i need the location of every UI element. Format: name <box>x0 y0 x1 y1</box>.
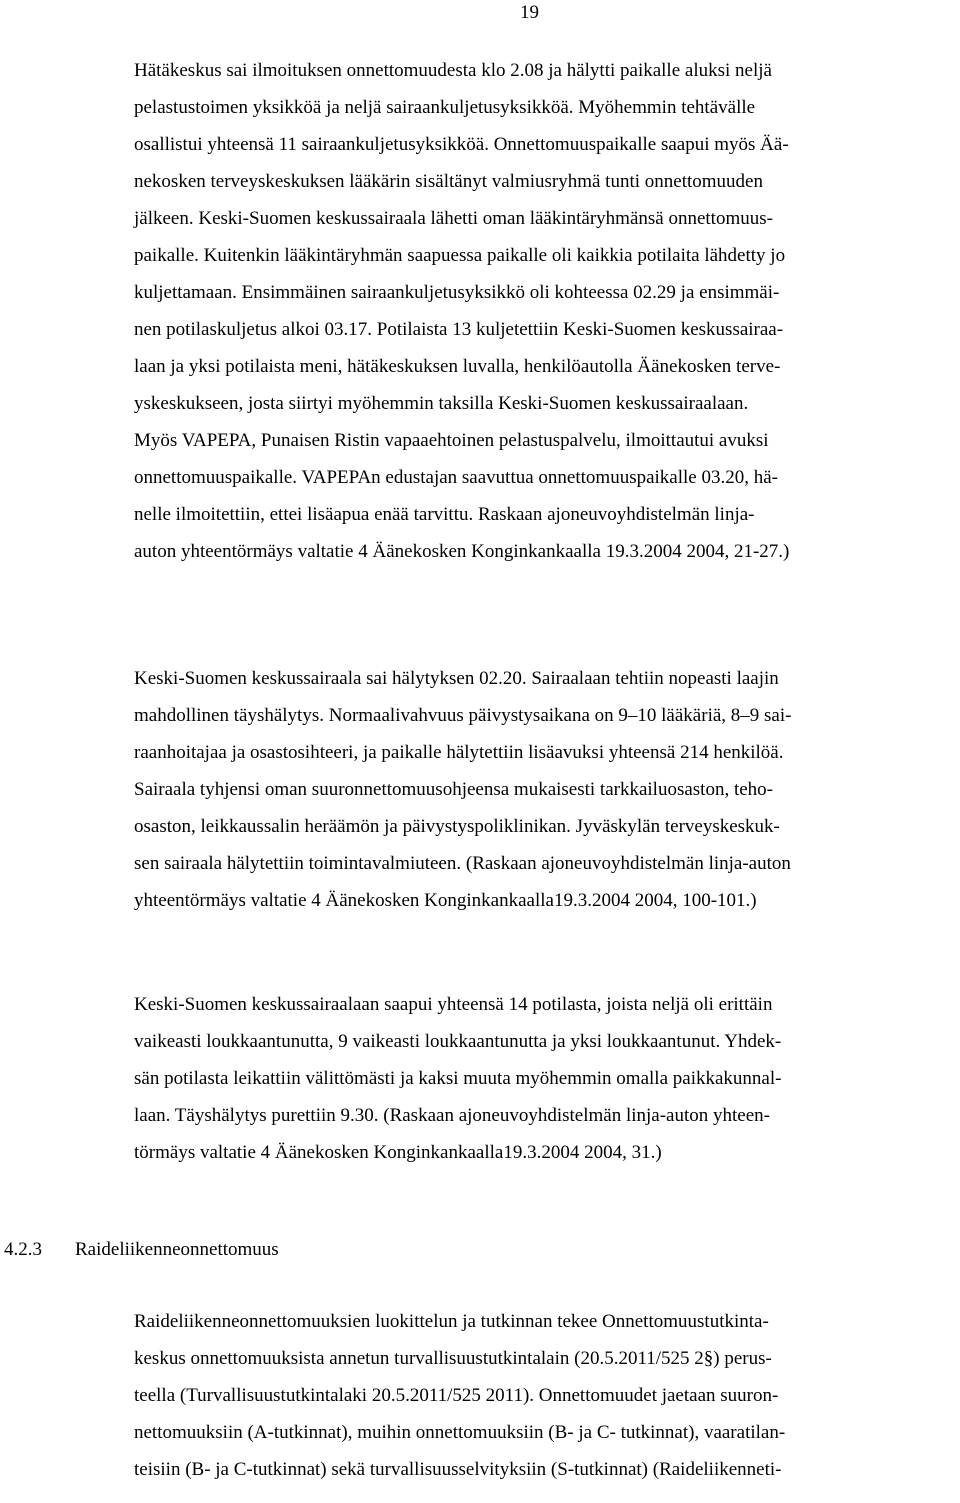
text-line: vaikeasti loukkaantunutta, 9 vaikeasti loukkaantunutta ja yksi loukkaantunut. Yhdek- <box>134 1031 782 1052</box>
text-line: onnettomuuspaikalle. VAPEPAn edustajan saavuttua onnettomuuspaikalle 03.20, hä- <box>134 467 778 488</box>
text-line: teella (Turvallisuustutkintalaki 20.5.2011/525 2011). Onnettomuudet jaetaan suuron- <box>134 1385 779 1406</box>
text-line: osallistui yhteensä 11 sairaankuljetusyksikköä. Onnettomuuspaikalle saapui myös Ää- <box>134 134 789 155</box>
text-line: Raideliikenneonnettomuuksien luokittelun ja tutkinnan tekee Onnettomuustutkinta- <box>134 1311 769 1332</box>
text-line: auton yhteentörmäys valtatie 4 Äänekosken Konginkankaalla 19.3.2004 2004, 21-27.) <box>134 541 790 562</box>
text-line: jälkeen. Keski-Suomen keskussairaala lähetti oman lääkintäryhmänsä onnettomuus- <box>134 208 773 229</box>
text-line: keskus onnettomuuksista annetun turvallisuustutkintalain (20.5.2011/525 2§) perus- <box>134 1348 772 1369</box>
page-number: 19 <box>520 2 539 23</box>
text-line: mahdollinen täyshälytys. Normaalivahvuus päivystysaikana on 9–10 lääkäriä, 8–9 sai- <box>134 705 792 726</box>
text-line: Sairaala tyhjensi oman suuronnettomuusohjeensa mukaisesti tarkkailuosaston, teho- <box>134 779 774 800</box>
text-line: Myös VAPEPA, Punaisen Ristin vapaaehtoinen pelastuspalvelu, ilmoittautui avuksi <box>134 430 769 451</box>
section-heading <box>0 1231 960 1268</box>
text-line: osaston, leikkaussalin heräämön ja päivystyspoliklinikan. Jyväskylän terveyskeskuk- <box>134 816 780 837</box>
text-line: nettomuuksiin (A-tutkinnat), muihin onnettomuuksiin (B- ja C- tutkinnat), vaaratilan- <box>134 1422 786 1443</box>
text-line: teisiin (B- ja C-tutkinnat) sekä turvallisuusselvityksiin (S-tutkinnat) (Raideliikenneti- <box>134 1459 782 1480</box>
text-line: Keski-Suomen keskussairaalaan saapui yhteensä 14 potilasta, joista neljä oli erittäin <box>134 994 773 1015</box>
text-line: kuljettamaan. Ensimmäinen sairaankuljetusyksikkö oli kohteessa 02.29 ja ensimmäi- <box>134 282 780 303</box>
section-title: Raideliikenneonnettomuus <box>75 1239 279 1260</box>
text-line: sän potilasta leikattiin välittömästi ja kaksi muuta myöhemmin omalla paikkakunnal- <box>134 1068 782 1089</box>
text-line: raanhoitajaa ja osastosihteeri, ja paikalle hälytettiin lisäavuksi yhteensä 214 henkilöä. <box>134 742 784 763</box>
text-line: nelle ilmoitettiin, ettei lisäapua enää tarvittu. Raskaan ajoneuvoyhdistelmän linja- <box>134 504 755 525</box>
paragraph-3 <box>134 986 781 1171</box>
paragraph-4 <box>134 1303 785 1488</box>
text-line: pelastustoimen yksikköä ja neljä sairaankuljetusyksikköä. Myöhemmin tehtävälle <box>134 97 756 118</box>
text-line: nen potilaskuljetus alkoi 03.17. Potilaista 13 kuljetettiin Keski-Suomen keskussairaa- <box>134 319 784 340</box>
text-line: Keski-Suomen keskussairaala sai hälytyksen 02.20. Sairaalaan tehtiin nopeasti laajin <box>134 668 779 689</box>
text-line: sen sairaala hälytettiin toimintavalmiuteen. (Raskaan ajoneuvoyhdistelmän linja-auton <box>134 853 791 874</box>
text-line: laan ja yksi potilaista meni, hätäkeskuksen luvalla, henkilöautolla Äänekosken terve- <box>134 356 781 377</box>
text-line: yskeskukseen, josta siirtyi myöhemmin taksilla Keski-Suomen keskussairaalaan. <box>134 393 749 414</box>
text-line: paikalle. Kuitenkin lääkintäryhmän saapuessa paikalle oli kaikkia potilaita lähdetty jo <box>134 245 786 266</box>
text-line: laan. Täyshälytys purettiin 9.30. (Raskaan ajoneuvoyhdistelmän linja-auton yhteen- <box>134 1105 770 1126</box>
text-line: nekosken terveyskeskuksen lääkärin sisältänyt valmiusryhmä tunti onnettomuuden <box>134 171 763 192</box>
section-number: 4.2.3 <box>4 1239 42 1260</box>
paragraph-2 <box>134 660 791 919</box>
text-line: Hätäkeskus sai ilmoituksen onnettomuudesta klo 2.08 ja hälytti paikalle aluksi neljä <box>134 60 772 81</box>
paragraph-1 <box>134 52 789 570</box>
text-line: törmäys valtatie 4 Äänekosken Konginkankaalla19.3.2004 2004, 31.) <box>134 1142 662 1163</box>
text-line: yhteentörmäys valtatie 4 Äänekosken Konginkankaalla19.3.2004 2004, 100-101.) <box>134 890 757 911</box>
